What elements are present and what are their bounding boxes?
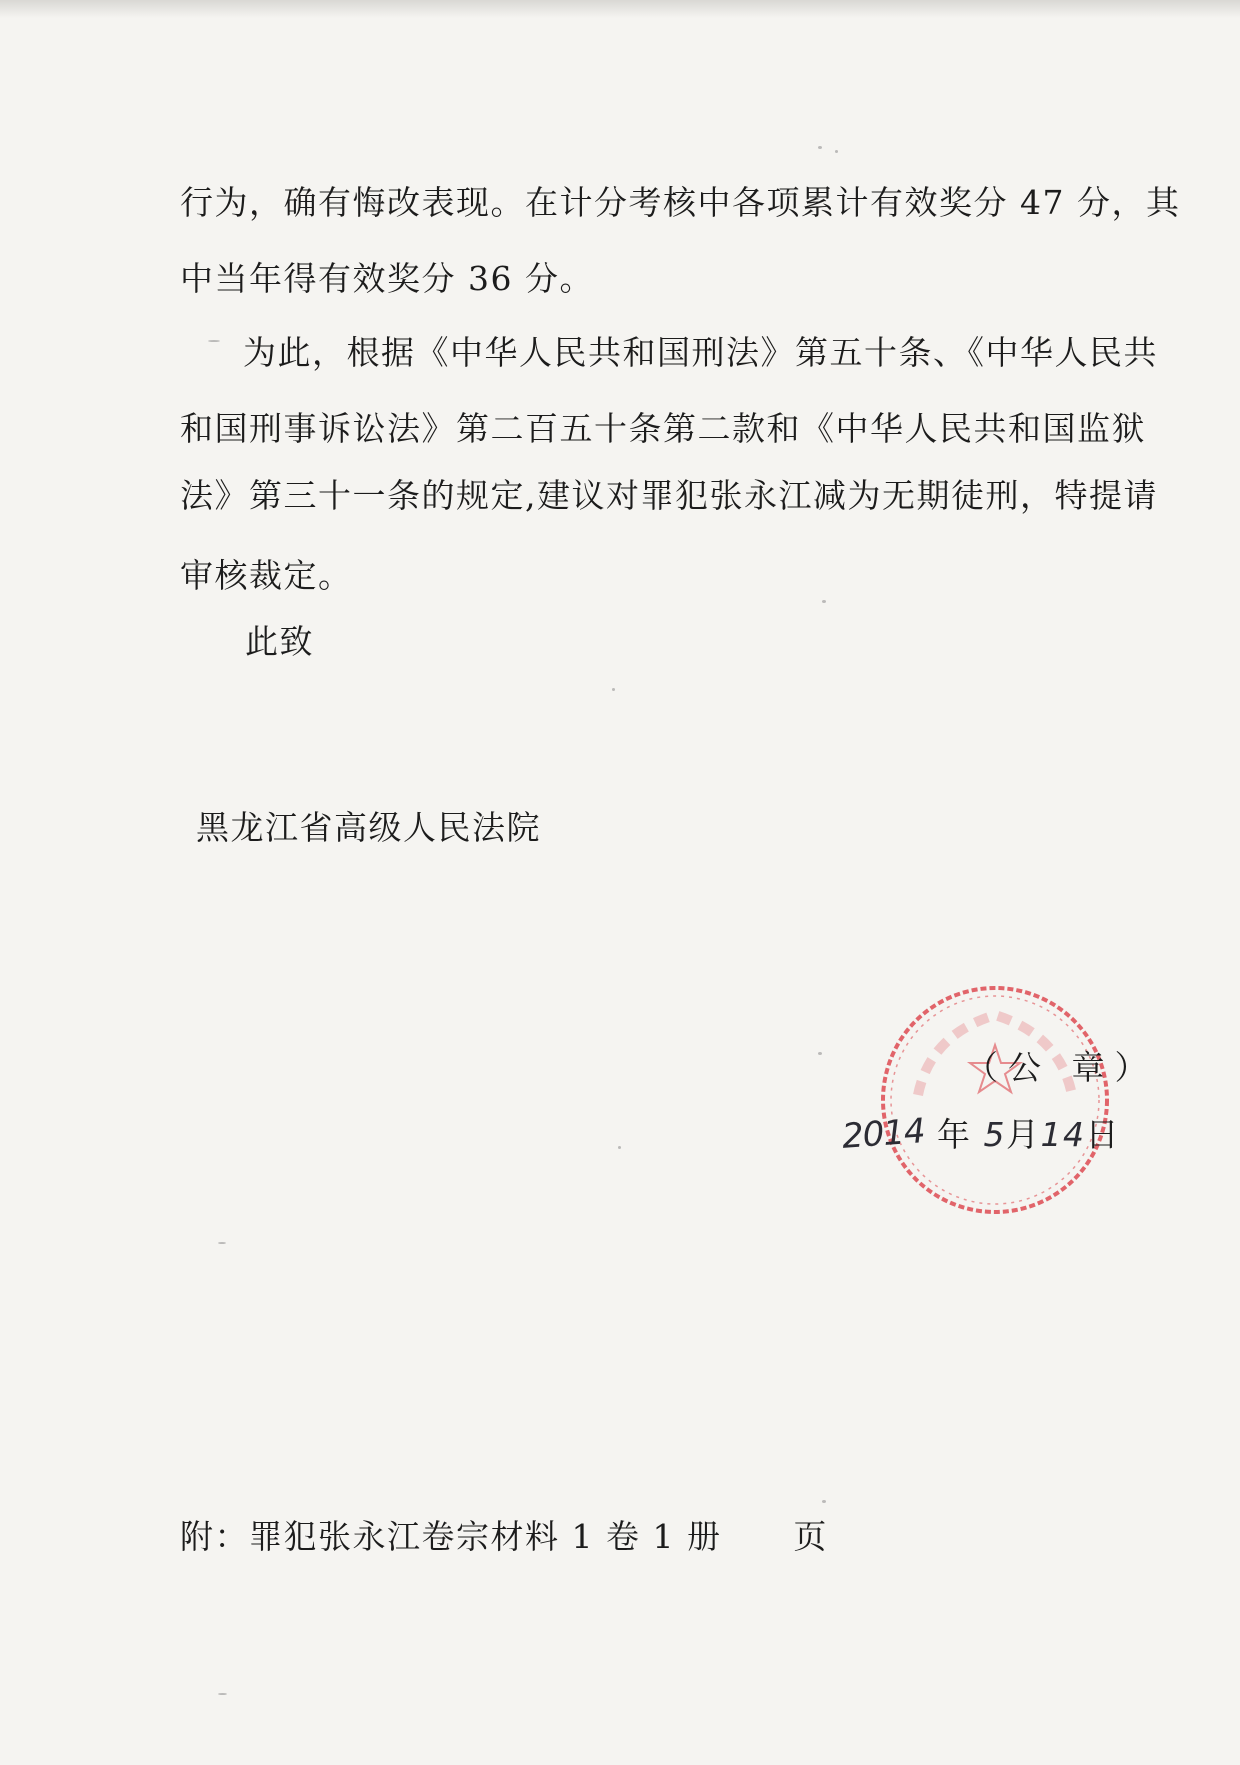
official-seal — [870, 975, 1120, 1225]
date-month-unit: 月 — [1006, 1115, 1041, 1154]
scan-edge — [0, 0, 1240, 18]
date-line — [937, 1115, 1120, 1155]
scan-speck — [822, 600, 826, 603]
scan-speck — [218, 1242, 226, 1244]
scan-speck — [822, 1500, 826, 1503]
scan-speck — [618, 1146, 621, 1149]
body-line-3: 为此，根据《中华人民共和国刑法》第五十条、《中华人民共 — [243, 333, 1158, 372]
salutation: 此致 — [245, 622, 314, 661]
handwritten-month: 5 — [983, 1115, 1006, 1154]
scan-speck — [612, 688, 615, 691]
handwritten-day: 14 — [1040, 1115, 1086, 1154]
seal-label: （公 章） — [965, 1048, 1158, 1087]
scan-speck — [218, 1693, 227, 1695]
handwritten-year: 2014 — [840, 1111, 926, 1157]
scan-speck — [208, 340, 220, 342]
date-year-unit: 年 — [937, 1115, 972, 1154]
attachment-note: 附：罪犯张永江卷宗材料 1 卷 1 册 页 — [180, 1517, 828, 1556]
body-line-5: 法》第三十一条的规定,建议对罪犯张永江减为无期徒刑，特提请 — [180, 476, 1158, 515]
date-day-unit: 日 — [1085, 1115, 1120, 1154]
recipient-court: 黑龙江省高级人民法院 — [196, 808, 541, 847]
scan-speck — [818, 146, 822, 149]
scan-speck — [835, 150, 838, 153]
body-line-6: 审核裁定。 — [180, 556, 353, 595]
scan-speck — [818, 1052, 822, 1055]
body-line-4: 和国刑事诉讼法》第二百五十条第二款和《中华人民共和国监狱 — [180, 409, 1146, 448]
body-line-1: 行为，确有悔改表现。在计分考核中各项累计有效奖分 47 分，其 — [180, 183, 1181, 222]
body-line-2: 中当年得有效奖分 36 分。 — [180, 259, 594, 298]
